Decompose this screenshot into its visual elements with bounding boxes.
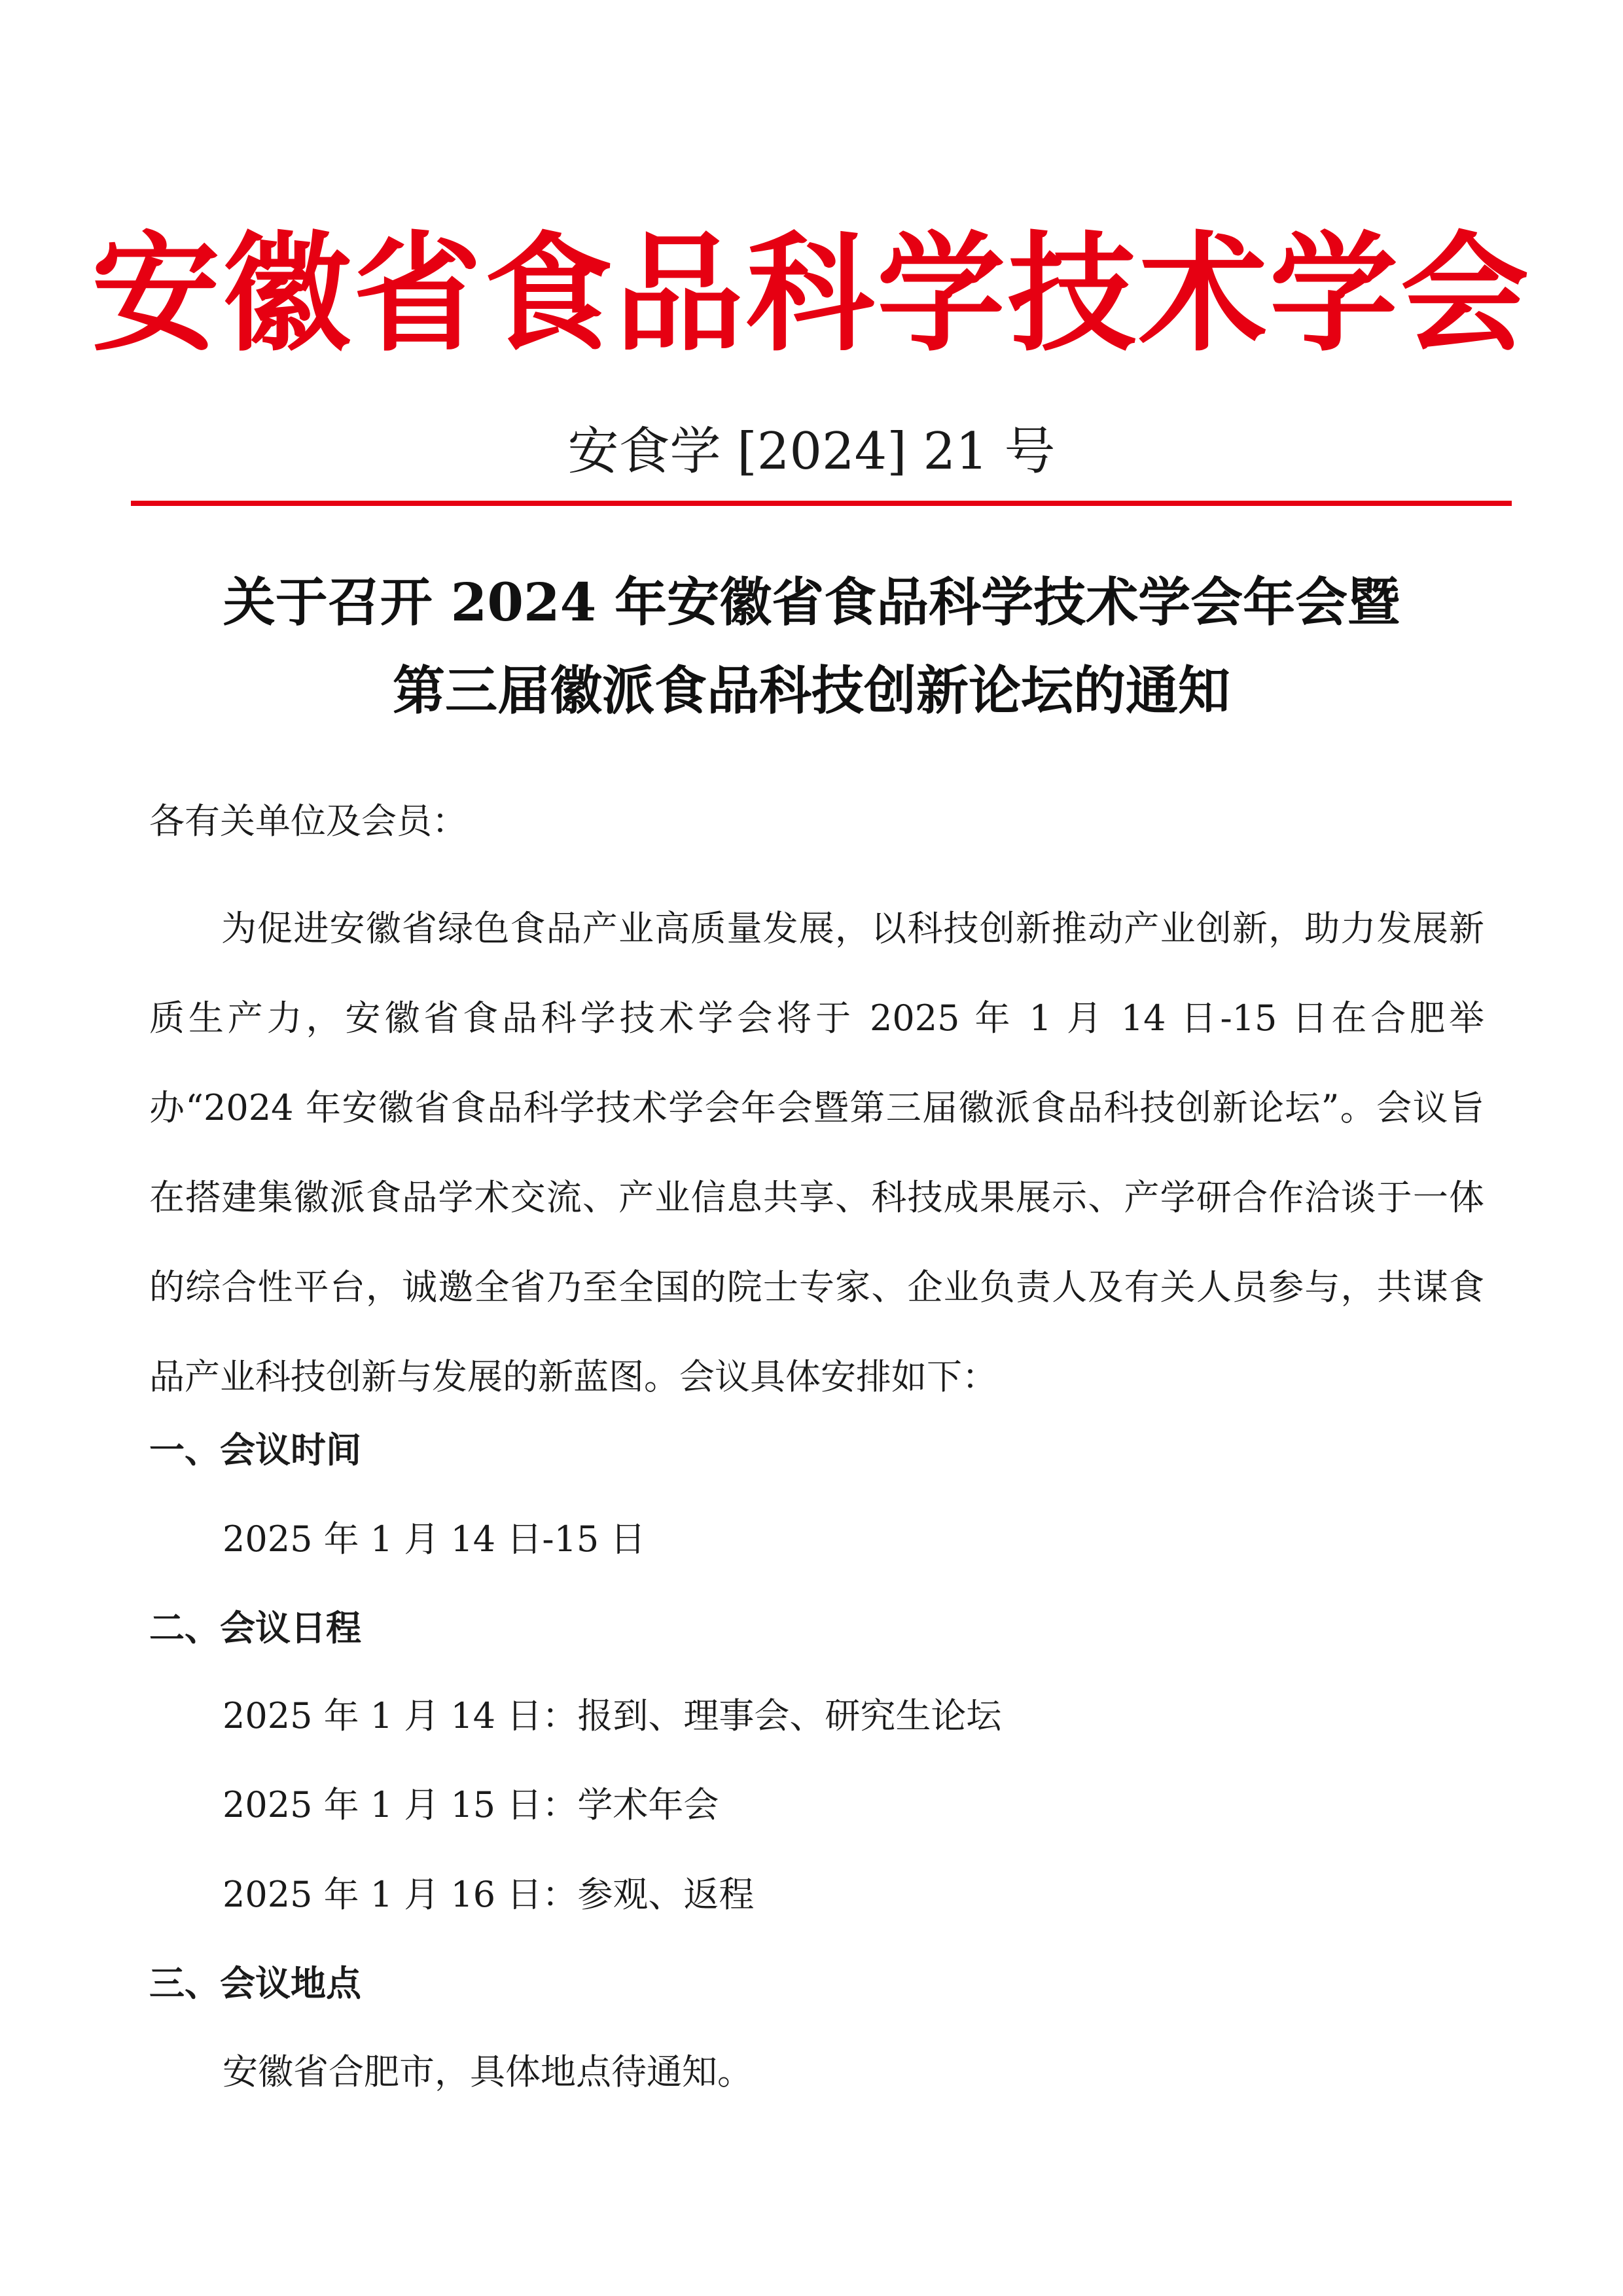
intro-paragraph: 为促进安徽省绿色食品产业高质量发展，以科技创新推动产业创新，助力发展新质生产力，安徽省食品科学技术学会将于 2025 年 1 月 14 日-15 日在合肥举办“2024 年安徽省食品科学技术学会年会暨第三届徽派食品科技创新论坛”。会议旨在搭建集徽派食品学术交流、产业信息共享、科技成果展示、产学研合作洽谈于一体的综合性平台，诚邀全省乃至全国的院士专家、企业负责人及有关人员参与，共谋食品产业科技创新与发展的新蓝图。会议具体安排如下：	[149, 908, 1484, 1397]
organization-title: 安徽省食品科学技术学会	[91, 220, 1531, 369]
section-heading-time: 一、会议时间	[149, 1429, 361, 1471]
schedule-item-3: 2025 年 1 月 16 日：参观、返程	[223, 1874, 755, 1915]
notice-title-line-1: 关于召开 2024 年安徽省食品科学技术学会年会暨	[223, 571, 1400, 633]
section-heading-schedule: 二、会议日程	[149, 1607, 361, 1649]
meeting-time-value: 2025 年 1 月 14 日-15 日	[223, 1518, 646, 1560]
schedule-item-2: 2025 年 1 月 15 日：学术年会	[223, 1784, 719, 1825]
notice-title-line-2: 第三届徽派食品科技创新论坛的通知	[393, 660, 1230, 721]
schedule-item-1: 2025 年 1 月 14 日：报到、理事会、研究生论坛	[223, 1695, 1002, 1736]
meeting-venue-value: 安徽省合肥市，具体地点待通知。	[223, 2051, 753, 2092]
red-divider-line	[131, 501, 1512, 506]
section-heading-venue: 三、会议地点	[149, 1962, 361, 2004]
document-number: 安食学 [2024] 21 号	[567, 422, 1056, 481]
salutation: 各有关单位及会员：	[149, 800, 467, 842]
